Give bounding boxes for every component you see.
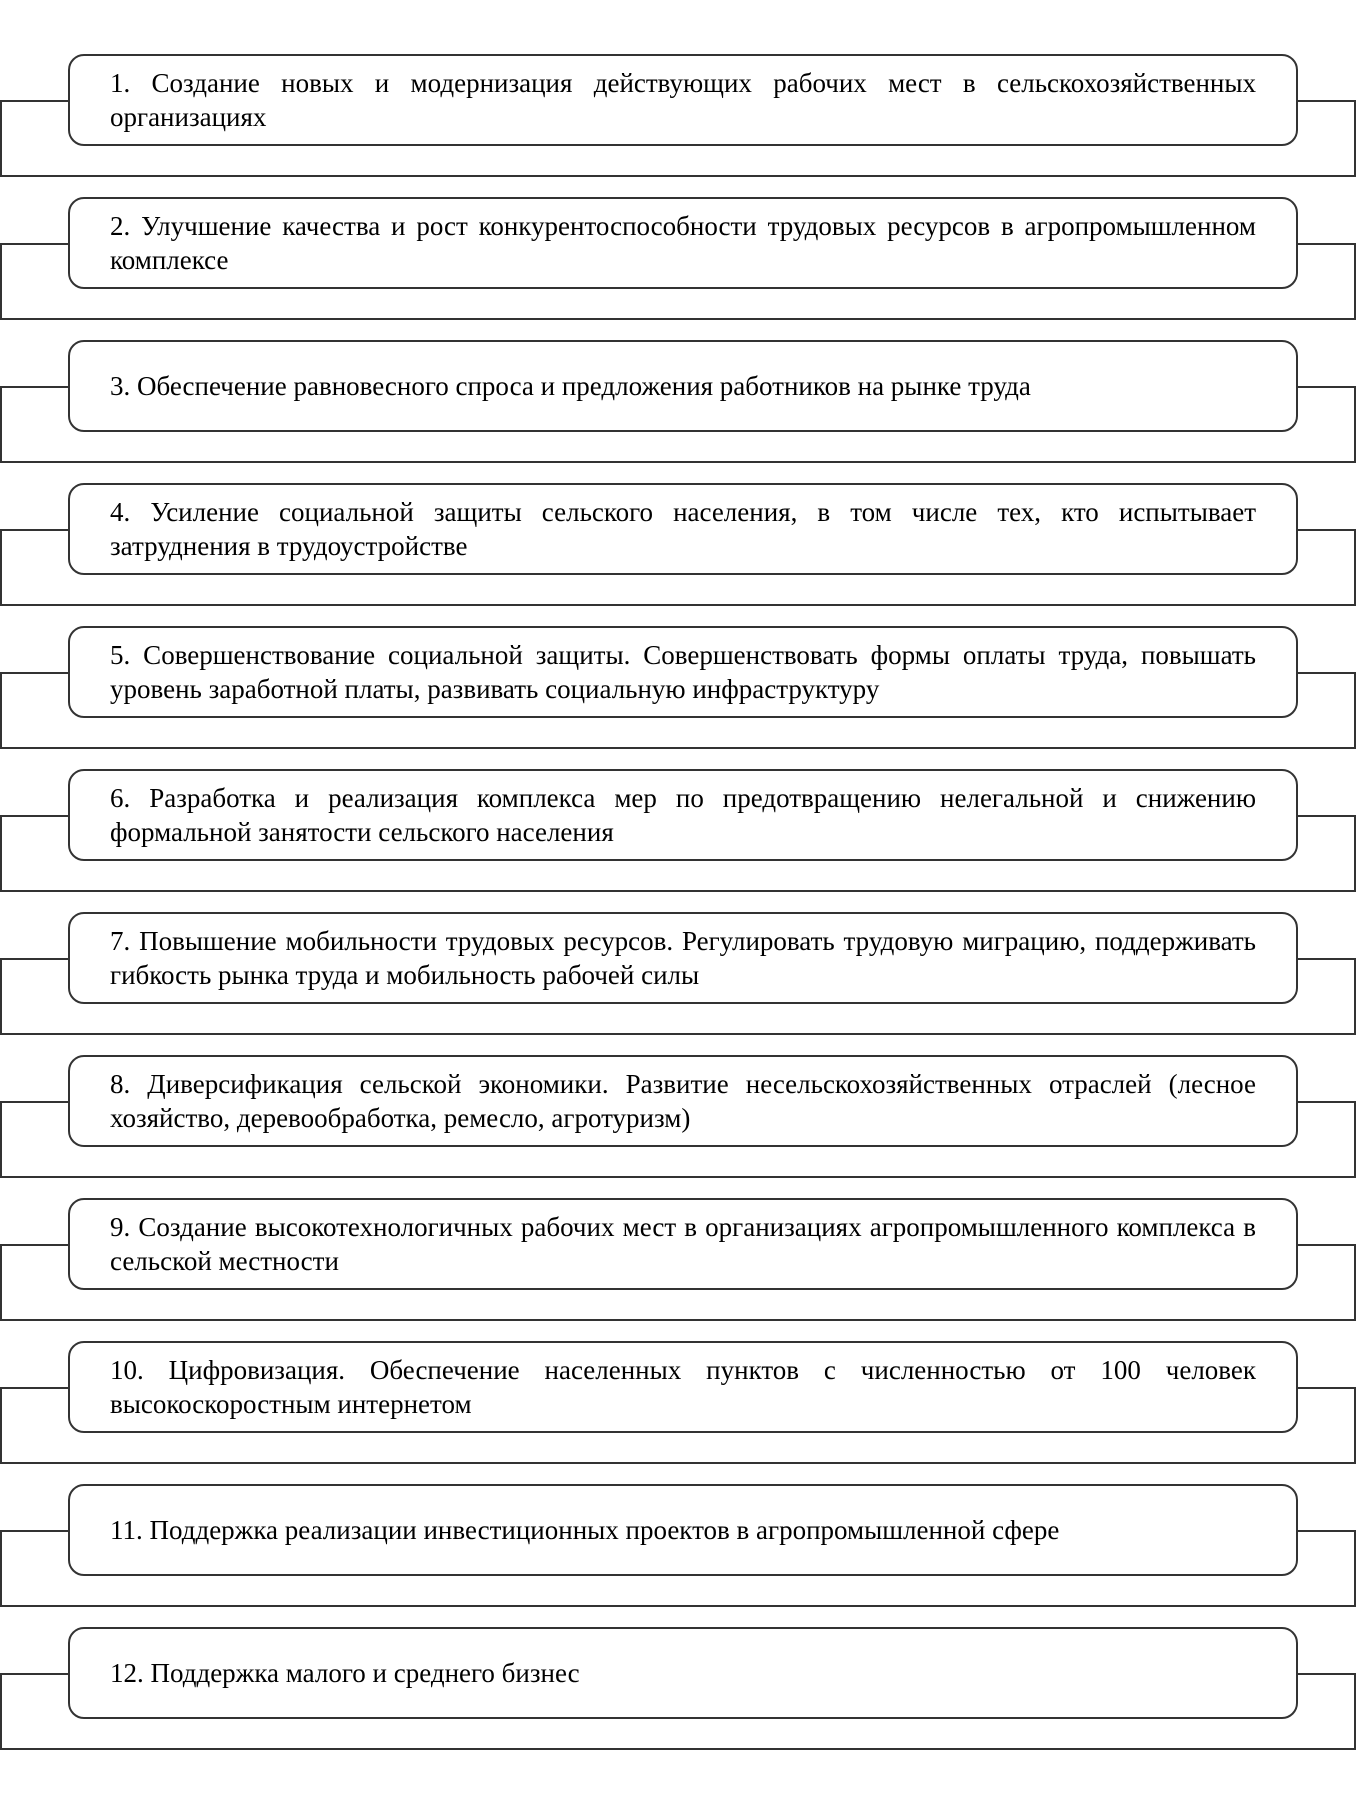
measure-item-4 <box>0 483 1356 613</box>
measure-item-11 <box>0 1484 1356 1614</box>
right-connector-line <box>1296 958 1356 960</box>
left-connector-line <box>0 815 70 817</box>
measure-text: 11. Поддержка реализации инвестиционных проектов в агропромышленной сфере <box>110 1515 1060 1545</box>
measure-box <box>68 912 1298 1004</box>
measure-box <box>68 54 1298 146</box>
right-connector-line <box>1296 386 1356 388</box>
right-connector-line <box>1296 1673 1356 1675</box>
right-connector-line <box>1296 1530 1356 1532</box>
right-connector-line <box>1296 672 1356 674</box>
measure-item-6 <box>0 769 1356 899</box>
left-connector-line <box>0 1387 70 1389</box>
measure-item-8 <box>0 1055 1356 1185</box>
measure-item-1 <box>0 54 1356 184</box>
measure-box <box>68 483 1298 575</box>
measure-item-7 <box>0 912 1356 1042</box>
right-connector-line <box>1296 243 1356 245</box>
right-connector-line <box>1296 100 1356 102</box>
measure-item-10 <box>0 1341 1356 1471</box>
measure-box <box>68 1055 1298 1147</box>
measure-text: 4. Усиление социальной защиты сельского населения, в том числе тех, кто испытывает затруднения в трудоустройстве <box>110 497 1256 561</box>
measure-text: 3. Обеспечение равновесного спроса и предложения работников на рынке труда <box>110 371 1031 401</box>
left-connector-line <box>0 1101 70 1103</box>
left-connector-line <box>0 1244 70 1246</box>
left-connector-line <box>0 958 70 960</box>
measure-item-2 <box>0 197 1356 327</box>
measure-text: 10. Цифровизация. Обеспечение населенных пунктов с численностью от 100 человек высокоскоростным интернетом <box>110 1355 1256 1419</box>
measure-text: 9. Создание высокотехнологичных рабочих мест в организациях агропромышленного комплекса в сельской местности <box>110 1212 1256 1276</box>
left-connector-line <box>0 1673 70 1675</box>
measure-item-12 <box>0 1627 1356 1757</box>
right-connector-line <box>1296 815 1356 817</box>
measure-box <box>68 1341 1298 1433</box>
right-connector-line <box>1296 1244 1356 1246</box>
measure-box <box>68 197 1298 289</box>
measure-box <box>68 769 1298 861</box>
left-connector-line <box>0 529 70 531</box>
measure-text: 8. Диверсификация сельской экономики. Развитие несельскохозяйственных отраслей (лесное хозяйство, деревообработка, ремесло, агротуризм) <box>110 1069 1256 1133</box>
measure-text: 7. Повышение мобильности трудовых ресурсов. Регулировать трудовую миграцию, поддерживать гибкость рынка труда и мобильность рабочей силы <box>110 926 1256 990</box>
measure-item-9 <box>0 1198 1356 1328</box>
measure-text: 5. Совершенствование социальной защиты. Совершенствовать формы оплаты труда, повышать уровень заработной платы, развивать социальную инфраструктуру <box>110 640 1256 704</box>
measure-item-3 <box>0 340 1356 470</box>
measure-box <box>68 1198 1298 1290</box>
measure-box <box>68 626 1298 718</box>
right-connector-line <box>1296 1101 1356 1103</box>
measure-text: 1. Создание новых и модернизация действующих рабочих мест в сельскохозяйственных организациях <box>110 68 1256 132</box>
measure-item-5 <box>0 626 1356 756</box>
left-connector-line <box>0 386 70 388</box>
measure-box <box>68 1627 1298 1719</box>
left-connector-line <box>0 100 70 102</box>
measure-box <box>68 1484 1298 1576</box>
measure-text: 6. Разработка и реализация комплекса мер по предотвращению нелегальной и снижению формальной занятости сельского населения <box>110 783 1256 847</box>
measure-text: 12. Поддержка малого и среднего бизнес <box>110 1658 580 1688</box>
right-connector-line <box>1296 529 1356 531</box>
left-connector-line <box>0 243 70 245</box>
left-connector-line <box>0 672 70 674</box>
right-connector-line <box>1296 1387 1356 1389</box>
left-connector-line <box>0 1530 70 1532</box>
measure-text: 2. Улучшение качества и рост конкурентоспособности трудовых ресурсов в агропромышленном комплексе <box>110 211 1256 275</box>
measure-box <box>68 340 1298 432</box>
